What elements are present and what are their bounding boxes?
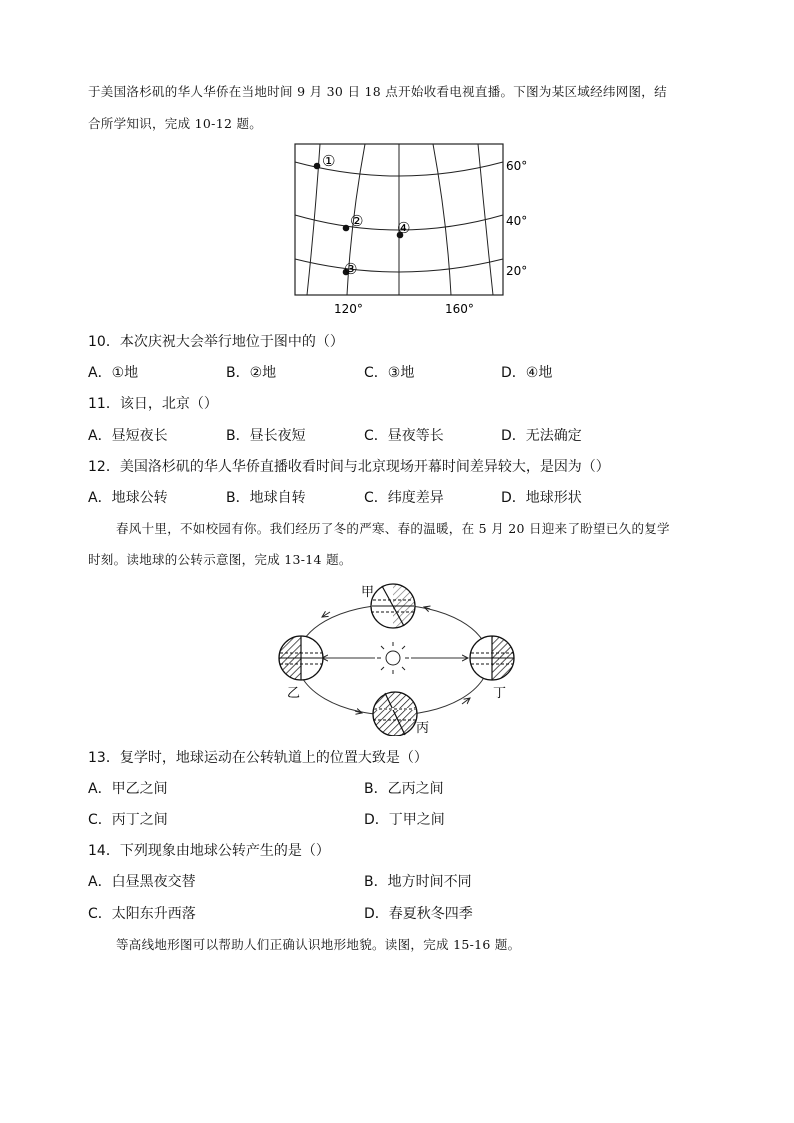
question-12-stem: 12．美国洛杉矶的华人华侨直播收看时间与北京现场开幕时间差异较大，是因为（） xyxy=(88,459,610,475)
lat-label-60: 60° xyxy=(506,159,528,173)
q12-option-d: D．地球形状 xyxy=(501,490,582,506)
q14-option-c: C．太阳东升西落 xyxy=(88,906,196,922)
q10-option-b: B．②地 xyxy=(226,365,277,381)
sun-icon xyxy=(377,642,409,674)
q10-option-a: A．①地 xyxy=(88,365,139,381)
q11-option-d: D．无法确定 xyxy=(501,428,582,444)
lon-label-160: 160° xyxy=(445,302,474,316)
q10-option-d: D．④地 xyxy=(501,365,553,381)
passage2-line-2: 时刻。读地球的公转示意图，完成 13-14 题。 xyxy=(88,552,352,567)
q13-option-b: B．乙丙之间 xyxy=(364,781,444,797)
q12-option-a: A．地球公转 xyxy=(88,490,168,506)
q11-option-a: A．昼短夜长 xyxy=(88,428,168,444)
point-3-label: ③ xyxy=(344,260,358,278)
label-bing: 丙 xyxy=(416,721,430,736)
point-1 xyxy=(314,163,321,170)
earth-bing xyxy=(373,692,417,736)
label-ding: 丁 xyxy=(493,686,507,701)
lat-label-20: 20° xyxy=(506,264,528,278)
earth-ding xyxy=(470,636,514,680)
point-2 xyxy=(343,225,350,232)
graticule-figure xyxy=(285,140,535,320)
question-13-stem: 13．复学时，地球运动在公转轨道上的位置大致是（） xyxy=(88,750,428,766)
point-2-label: ② xyxy=(350,212,364,230)
passage2-line-1: 春风十里，不如校园有你。我们经历了冬的严寒、春的温暖，在 5 月 20 日迎来了盼望已久的复学 xyxy=(116,521,670,536)
point-1-label: ① xyxy=(322,152,336,170)
intro-line-2: 合所学知识，完成 10-12 题。 xyxy=(88,116,263,131)
point-4-label: ④ xyxy=(397,219,411,237)
q13-option-a: A．甲乙之间 xyxy=(88,781,168,797)
passage3-line-1: 等高线地形图可以帮助人们正确认识地形地貌。读图，完成 15-16 题。 xyxy=(116,937,521,952)
earth-jia xyxy=(371,584,415,628)
question-10-stem: 10．本次庆祝大会举行地位于图中的（） xyxy=(88,334,344,350)
meridian-160 xyxy=(433,144,451,295)
q14-option-d: D．春夏秋冬四季 xyxy=(364,906,473,922)
q13-option-c: C．丙丁之间 xyxy=(88,812,168,828)
q11-option-b: B．昼长夜短 xyxy=(226,428,306,444)
question-14-stem: 14．下列现象由地球公转产生的是（） xyxy=(88,843,330,859)
intro-line-1: 于美国洛杉矶的华人华侨在当地时间 9 月 30 日 18 点开始收看电视直播。下图为某区域经纬网图，结 xyxy=(88,84,667,99)
earth-yi xyxy=(279,636,323,680)
q10-option-c: C．③地 xyxy=(364,365,415,381)
q13-option-d: D．丁甲之间 xyxy=(364,812,445,828)
label-jia: 甲 xyxy=(361,585,375,600)
q12-option-c: C．纬度差异 xyxy=(364,490,444,506)
q14-option-a: A．白昼黑夜交替 xyxy=(88,874,196,890)
question-11-stem: 11．该日，北京（） xyxy=(88,396,218,412)
q11-option-c: C．昼夜等长 xyxy=(364,428,444,444)
q14-option-b: B．地方时间不同 xyxy=(364,874,472,890)
label-yi: 乙 xyxy=(287,686,301,701)
lat-label-40: 40° xyxy=(506,214,528,228)
q12-option-b: B．地球自转 xyxy=(226,490,306,506)
lon-label-120: 120° xyxy=(334,302,363,316)
orbit-figure xyxy=(270,576,530,736)
